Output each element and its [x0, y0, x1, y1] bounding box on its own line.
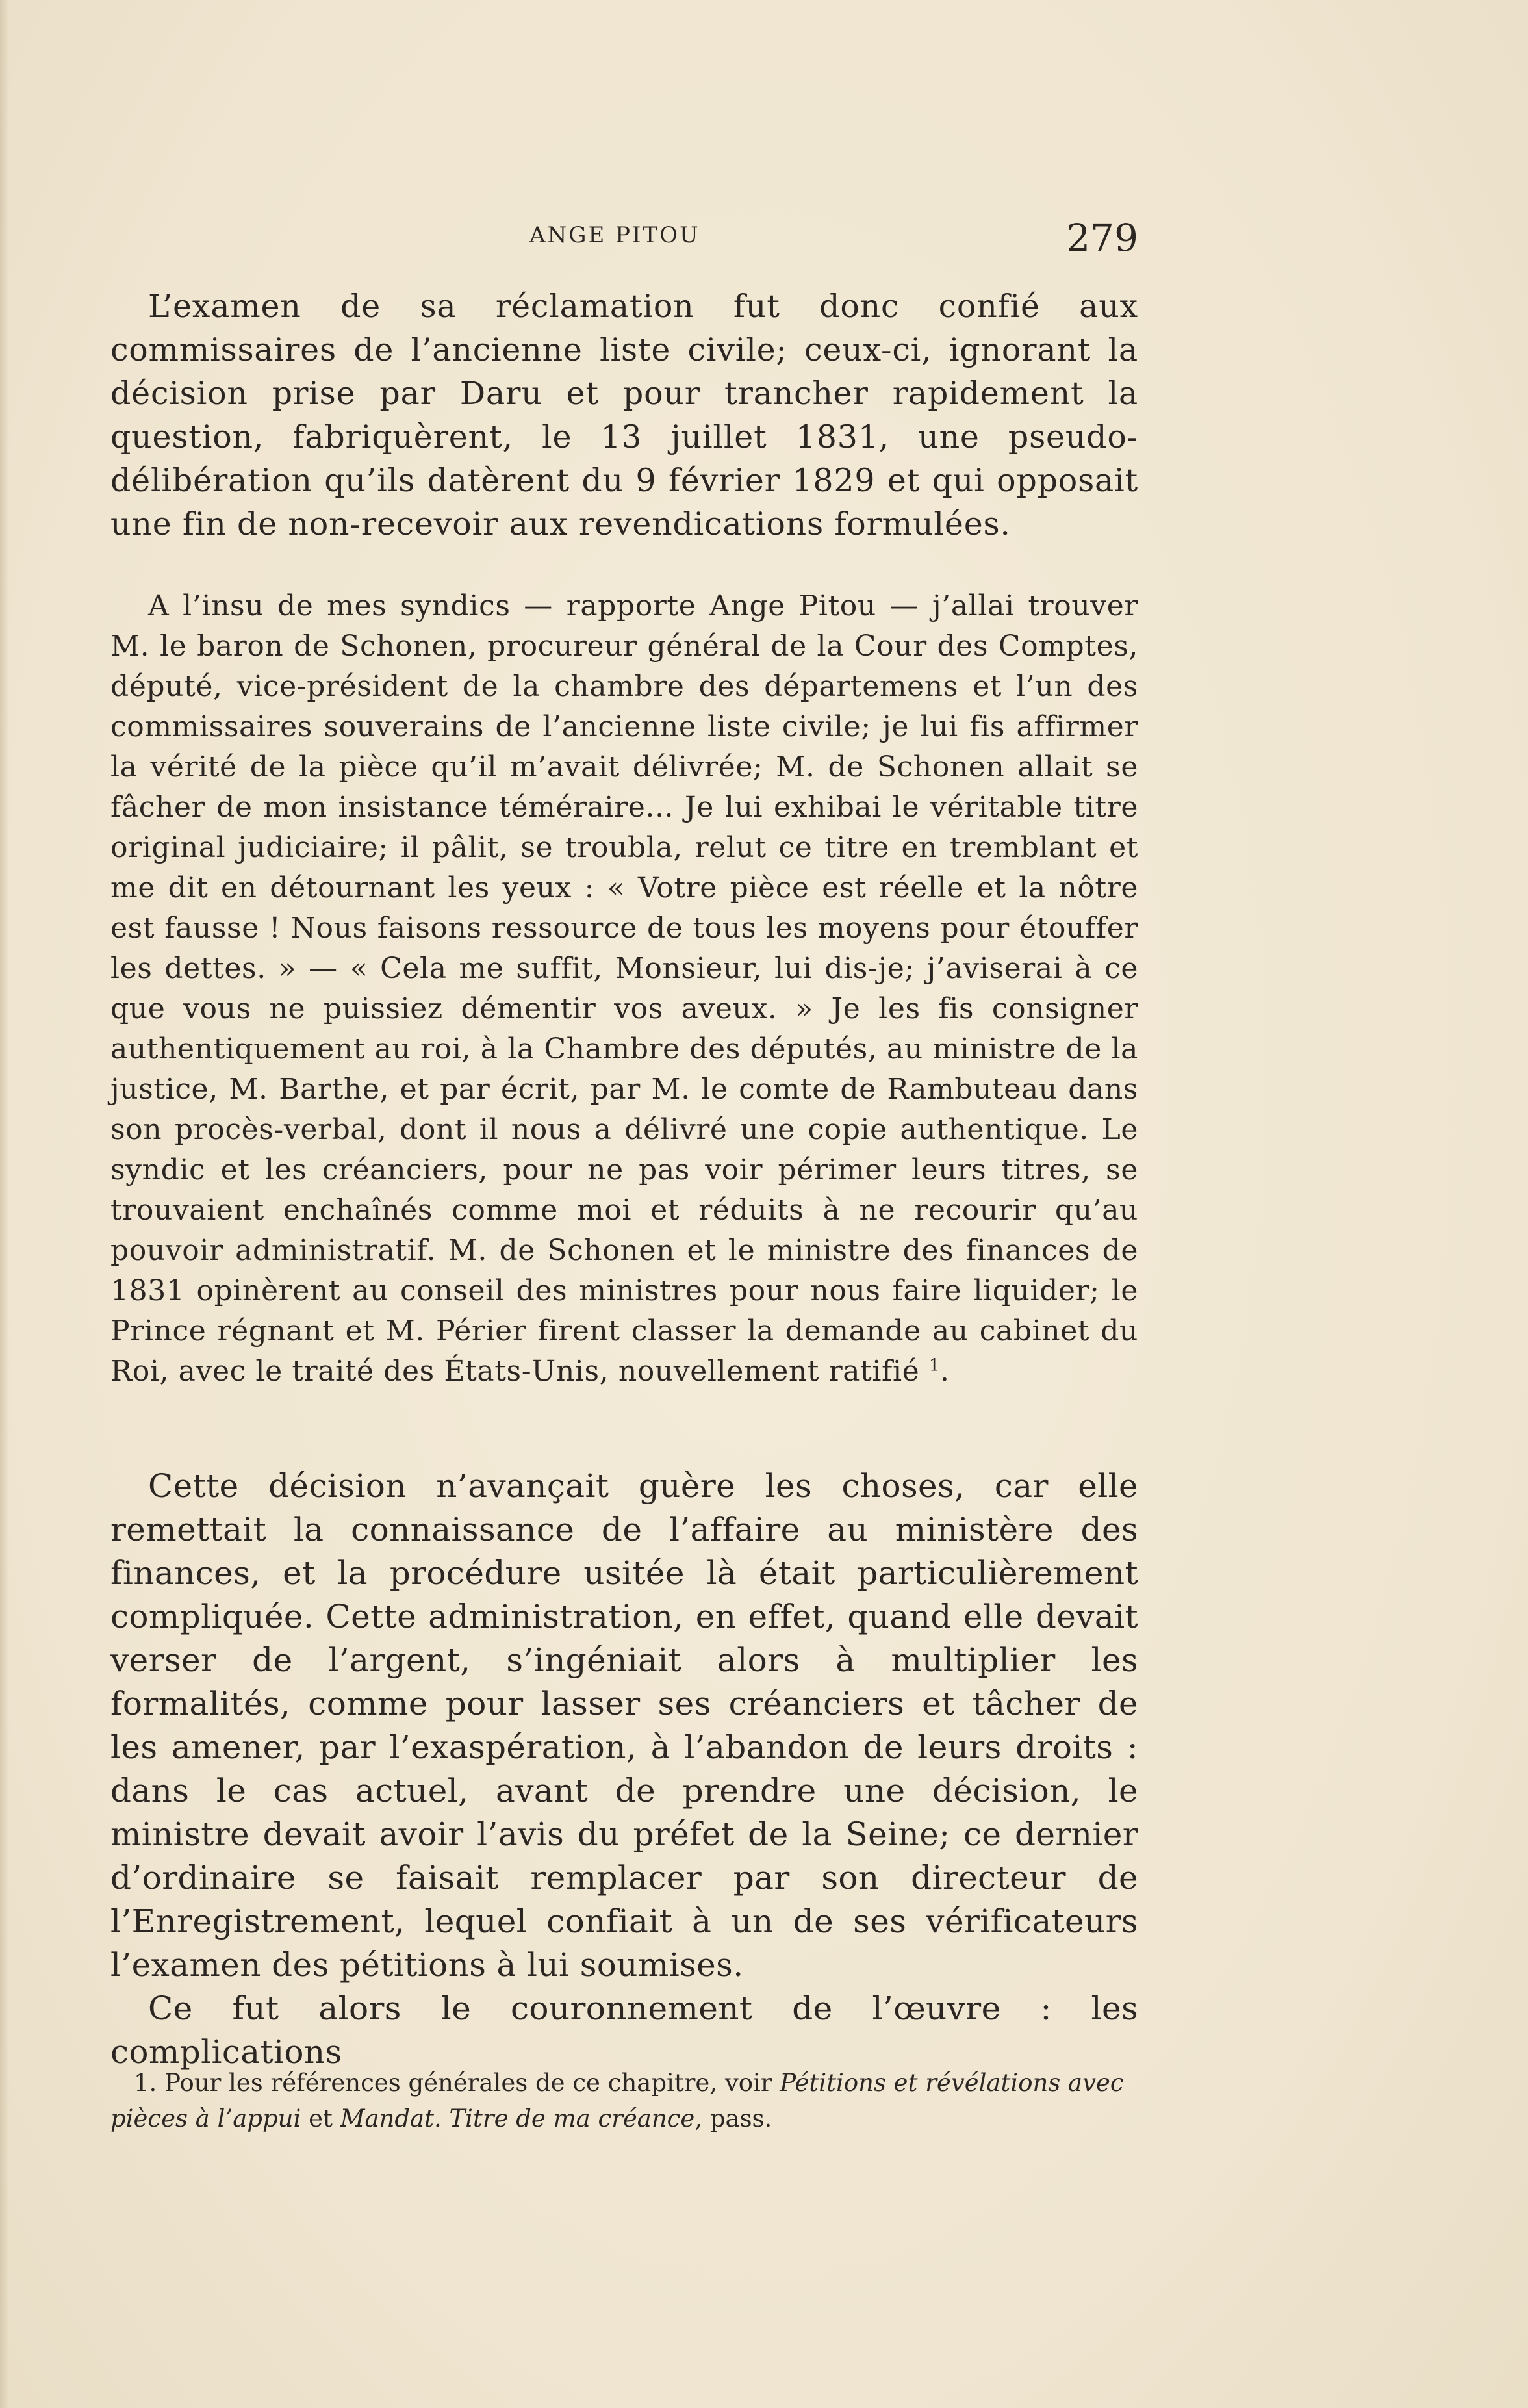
footnote-tail: , pass. [694, 2105, 772, 2133]
paragraph-reclamation [110, 285, 1138, 546]
footnote-number: 1. [134, 2069, 157, 2097]
running-title: ANGE PITOU [529, 222, 700, 248]
footnote-title-petitions: Pétitions et révélations avec pièces à l’appui [110, 2069, 1124, 2133]
paragraph-text: Ce fut alors le couronnement de l’œuvre : les complications [110, 1990, 1138, 2071]
page-number: 279 [1066, 216, 1138, 260]
footnote [110, 2065, 1138, 2136]
footnote-lead: Pour les références générales de ce chapitre, voir [164, 2069, 772, 2097]
quoted-text: A l’insu de mes syndics — rapporte Ange Pitou — j’allai trouver M. le baron de Schonen, procureur général de la Cour des Comptes, député, vice-président de la chambre des départemens et l’un des commissaires souverains de l’ancienne liste civile; je lui fis affirmer la vérité de la pièce qu’il m’avait délivrée; M. de Schonen allait se fâcher de mon insistance téméraire... Je lui exhibai le véritable titre original judiciaire; il pâlit, se troubla, relut ce titre en tremblant et me dit en détournant les yeux : « Votre pièce est réelle et la nôtre est fausse ! Nous faisons ressource de tous les moyens pour étouffer les dettes. » — « Cela me suffit, Monsieur, lui dis-je; j’aviserai à ce que vous ne puissiez démentir vos aveux. » Je les fis consigner authentiquement au roi, à la Chambre des députés, au ministre de la justice, M. Barthe, et par écrit, par M. le comte de Rambuteau dans son procès-verbal, dont il nous a délivré une copie authentique. Le syndic et les créanciers, pour ne pas voir périmer leurs titres, se trouvaient enchaînés comme moi et réduits à ne recourir qu’au pouvoir administratif. M. de Schonen et le ministre des finances de 1831 opinèrent au conseil des ministres pour nous faire liquider; le Prince régnant et M. Périer firent classer la demande au cabinet du Roi, avec le traité des États-Unis, nouvellement ratifié [110, 589, 1138, 1388]
page-header [110, 216, 1138, 268]
quoted-paragraph [110, 586, 1138, 1392]
paragraph-text: L’examen de sa réclamation fut donc confié aux commissaires de l’ancienne liste civile; ceux-ci, ignorant la décision prise par Daru et pour trancher rapidement la question, fabriquèrent, le 13 juillet 1831, une pseudo-délibération qu’ils datèrent du 9 février 1829 et qui opposait une fin de non-recevoir aux revendications formulées. [110, 288, 1138, 543]
footnote-connector: et [309, 2105, 333, 2133]
page-gutter-shadow [0, 0, 9, 2408]
footnote-reference[interactable]: 1 [928, 1355, 941, 1376]
quoted-text-end: . [940, 1355, 950, 1388]
paragraph-text: Cette décision n’avançait guère les choses, car elle remettait la connaissance de l’affaire au ministère des finances, et la procédure usitée là était particulièrement compliquée. Cette administration, en effet, quand elle devait verser de l’argent, s’ingéniait alors à multiplier les formalités, comme pour lasser ses créanciers et tâcher de les amener, par l’exaspération, à l’abandon de leurs droits : dans le cas actuel, avant de prendre une décision, le ministre devait avoir l’avis du préfet de la Seine; ce dernier d’ordinaire se faisait remplacer par son directeur de l’Enregistrement, lequel confiait à un de ses vérificateurs l’examen des pétitions à lui soumises. [110, 1467, 1138, 1984]
quoted-passage [110, 586, 1138, 1392]
footnote-title-mandat: Mandat. Titre de ma créance [340, 2105, 695, 2133]
paragraph-decision [110, 1465, 1138, 2074]
